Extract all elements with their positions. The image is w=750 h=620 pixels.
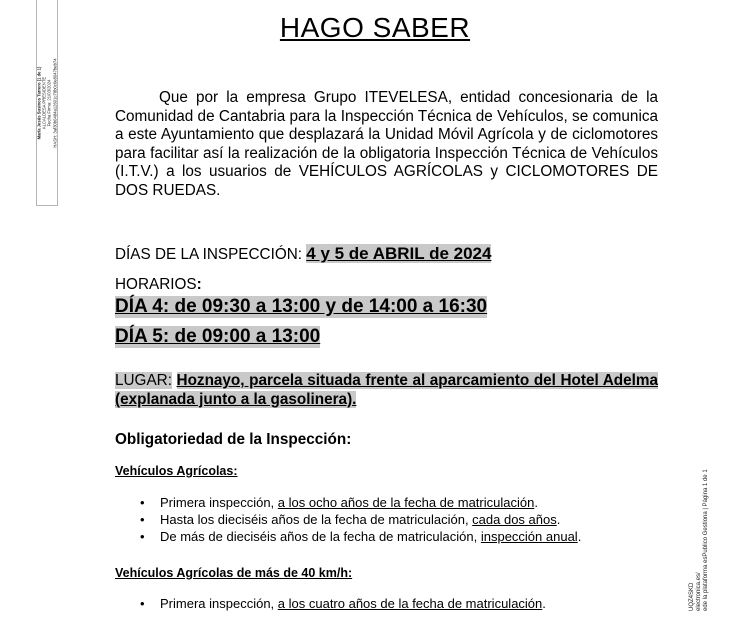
schedule-label-colon: : bbox=[196, 276, 202, 293]
page-title bbox=[0, 12, 750, 44]
schedule-label bbox=[115, 276, 202, 294]
stamp-role: ALCALDESA PRESIDENTE bbox=[41, 76, 47, 129]
list-item bbox=[140, 595, 546, 612]
list-item-end: . bbox=[577, 529, 582, 545]
location-label: LUGAR: bbox=[115, 372, 172, 389]
list-item-underlined: inspección anual bbox=[480, 529, 578, 545]
list-item-text: De más de dieciséis años de la fecha de matriculación, bbox=[160, 529, 481, 545]
location-value: Hoznayo, parcela situada frente al aparcamiento del Hotel Adelma (explanada junto a la gasolinera). bbox=[115, 372, 658, 408]
intro-paragraph bbox=[115, 89, 658, 201]
side-note-line1: UQZ4SKD bbox=[689, 582, 695, 611]
page-title-text: HAGO SABER bbox=[279, 12, 471, 43]
list-item bbox=[140, 528, 581, 545]
stamp-hash: HASH: 3af30b0484a12601c78b0c6e8047beb74 bbox=[52, 57, 58, 148]
list-item-end: . bbox=[556, 512, 561, 528]
side-note-text bbox=[689, 411, 710, 611]
inspection-days-label: DÍAS DE LA INSPECCIÓN: bbox=[115, 246, 303, 263]
list-item-underlined: a los cuatro años de la fecha de matriculación bbox=[277, 596, 543, 611]
agricultural-vehicles-list bbox=[140, 494, 581, 546]
list-item-underlined: a los ocho años de la fecha de matriculación bbox=[277, 495, 535, 510]
list-item-end: . bbox=[534, 495, 538, 510]
list-item-text: Primera inspección, bbox=[160, 596, 278, 611]
side-verification-note bbox=[689, 438, 721, 620]
schedule-day-4: DÍA 4: de 09:30 a 13:00 y de 14:00 a 16:30 bbox=[115, 296, 488, 317]
schedule-label-text: HORARIOS bbox=[115, 276, 197, 293]
location bbox=[115, 372, 658, 409]
agricultural-vehicles-heading: Vehículos Agrícolas: bbox=[115, 464, 238, 478]
stamp-date: Fecha Firma: 21/03/2024 bbox=[47, 79, 52, 126]
stamp-signer: María Jesús Susinos Tarrero (1 de 1) bbox=[36, 66, 42, 139]
list-item-underlined: cada dos años bbox=[472, 512, 557, 528]
inspection-days-value: 4 y 5 de ABRIL de 2024 bbox=[306, 244, 492, 263]
list-item-text: Hasta los dieciséis años de la fecha de matriculación, bbox=[160, 512, 473, 528]
schedule-day-5: DÍA 5: de 09:00 a 13:00 bbox=[115, 326, 321, 347]
intro-text: Que por la empresa Grupo ITEVELESA, entidad concesionaria de la Comunidad de Cantabria para la Inspección Técnica de Vehículos, se comunica a este Ayuntamiento que desplazará la Unidad Móvil Agrícola y de ciclomotores para facilitar así la realización de la obligatoria Inspección Técnica de Vehículos (I.T.V.) a los usuarios de VEHÍCULOS AGRÍCOLAS y CICLOMOTORES DE DOS RUEDAS. bbox=[115, 89, 658, 199]
fast-agricultural-vehicles-list bbox=[140, 595, 546, 612]
side-note-line3: ede la plataforma esPublico Gestiona | Página 1 de 1 bbox=[703, 469, 709, 611]
inspection-days bbox=[115, 244, 491, 264]
fast-agricultural-vehicles-heading: Vehículos Agrícolas de más de 40 km/h: bbox=[115, 566, 353, 580]
list-item bbox=[140, 511, 581, 528]
list-item bbox=[140, 494, 581, 511]
list-item-text: Primera inspección, bbox=[160, 495, 278, 510]
obligation-heading: Obligatoriedad de la Inspección: bbox=[115, 431, 352, 448]
side-note-line2: electronica.es/ bbox=[696, 572, 702, 611]
list-item-end: . bbox=[542, 596, 546, 611]
